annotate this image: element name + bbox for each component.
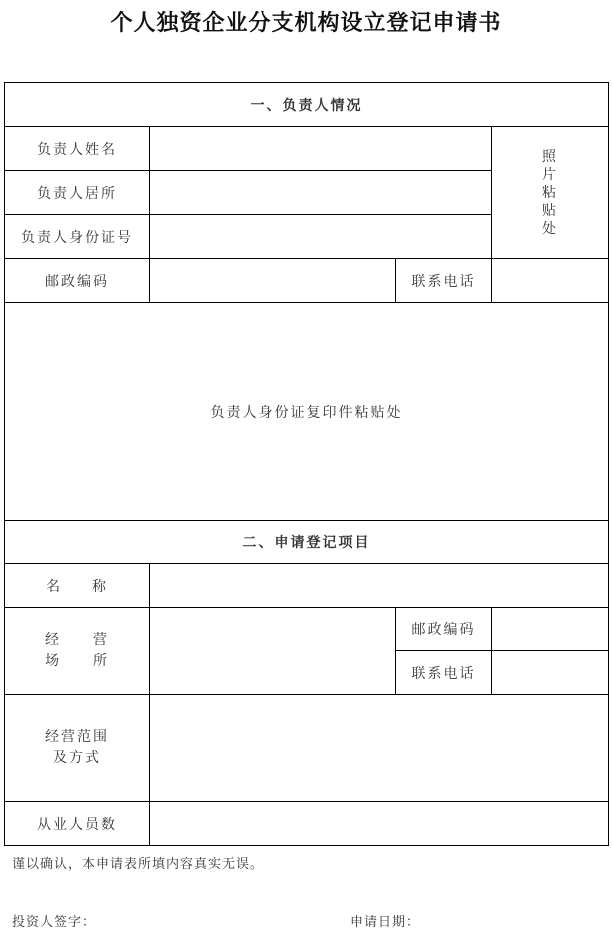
label-business-premises [5, 608, 150, 695]
section-heading-responsible-person: 一、负责人情况 [5, 83, 609, 127]
field-premises-phone[interactable] [492, 651, 609, 695]
label-responsible-id-number: 负责人身份证号 [5, 215, 150, 259]
application-form [4, 82, 609, 846]
label-staff-count: 从业人员数 [5, 802, 150, 846]
label-business-premises-line2: 场 所 [45, 653, 109, 669]
investor-signature-label: 投资人签字： [12, 915, 97, 930]
label-branch-name-b: 称 [92, 578, 108, 595]
label-business-scope-text: 经营范围及方式 [45, 729, 109, 766]
field-business-scope[interactable] [150, 695, 609, 802]
label-responsible-name: 负责人姓名 [5, 127, 150, 171]
label-business-scope [5, 695, 150, 802]
confirmation-statement: 谨以确认，本申请表所填内容真实无误。 [12, 857, 265, 872]
section-heading-registration-items: 二、申请登记项目 [5, 521, 609, 564]
field-responsible-name[interactable] [150, 127, 492, 171]
page-title: 个人独资企业分支机构设立登记申请书 [110, 11, 502, 36]
label-responsible-residence: 负责人居所 [5, 171, 150, 215]
field-branch-name[interactable] [150, 564, 609, 608]
id-copy-paste-area: 负责人身份证复印件粘贴处 [5, 303, 609, 521]
label-business-premises-line1: 经 营 [45, 632, 109, 648]
label-phone: 联系电话 [396, 259, 492, 303]
field-business-premises[interactable] [150, 608, 396, 695]
label-postal-code: 邮政编码 [5, 259, 150, 303]
photo-paste-area [492, 127, 609, 259]
label-premises-postal-code: 邮政编码 [396, 608, 492, 651]
field-phone[interactable] [492, 259, 609, 303]
field-responsible-residence[interactable] [150, 171, 492, 215]
label-branch-name-a: 名 [46, 578, 62, 595]
application-date-label: 申请日期： [350, 915, 421, 930]
label-premises-phone: 联系电话 [396, 651, 492, 695]
photo-paste-label: 照片粘贴处 [542, 148, 558, 237]
field-postal-code[interactable] [150, 259, 396, 303]
field-responsible-id-number[interactable] [150, 215, 492, 259]
field-staff-count[interactable] [150, 802, 609, 846]
field-premises-postal-code[interactable] [492, 608, 609, 651]
label-branch-name [5, 564, 150, 608]
